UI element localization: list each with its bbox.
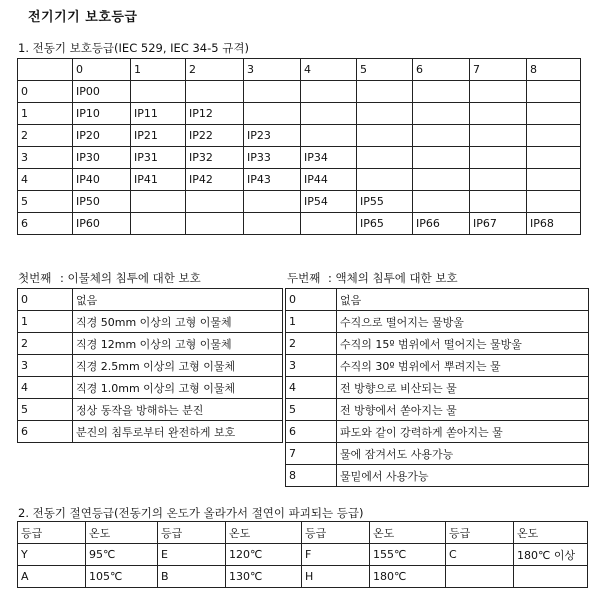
table-row bbox=[18, 191, 581, 213]
table-cell: IP31 bbox=[131, 147, 186, 169]
table-cell: IP30 bbox=[73, 147, 131, 169]
table-row bbox=[286, 311, 589, 333]
table-cell: 5 bbox=[286, 399, 337, 421]
table-row bbox=[18, 125, 581, 147]
page-title: 전기기기 보호등급 bbox=[28, 10, 138, 25]
table-cell: 0 bbox=[286, 289, 337, 311]
first-digit-caption: : 이물체의 침투에 대한 보호 bbox=[60, 271, 201, 285]
table-cell bbox=[413, 81, 470, 103]
table-cell bbox=[131, 213, 186, 235]
table-cell: IP50 bbox=[73, 191, 131, 213]
table-cell bbox=[413, 147, 470, 169]
table-cell: 수직의 15º 범위에서 떨어지는 물방울 bbox=[337, 333, 589, 355]
table-cell bbox=[470, 103, 527, 125]
table-cell bbox=[413, 191, 470, 213]
table-row bbox=[18, 311, 283, 333]
table-header-cell: 온도 bbox=[226, 522, 302, 544]
table-cell: IP41 bbox=[131, 169, 186, 191]
table-cell bbox=[470, 125, 527, 147]
table-header-cell: 등급 bbox=[446, 522, 514, 544]
table-cell bbox=[470, 169, 527, 191]
table-cell bbox=[470, 191, 527, 213]
second-digit-table bbox=[285, 288, 589, 487]
table-cell bbox=[186, 213, 244, 235]
table-header-cell: 8 bbox=[527, 59, 581, 81]
table-cell: 7 bbox=[286, 443, 337, 465]
insulation-class-table bbox=[17, 521, 588, 588]
table-cell bbox=[527, 147, 581, 169]
table-header-cell: 7 bbox=[470, 59, 527, 81]
table-cell: A bbox=[18, 566, 86, 588]
table-cell: IP68 bbox=[527, 213, 581, 235]
table-cell: 6 bbox=[18, 421, 73, 443]
table-header-cell: 4 bbox=[301, 59, 357, 81]
table-cell bbox=[244, 213, 301, 235]
table-cell bbox=[357, 103, 413, 125]
table-cell bbox=[357, 125, 413, 147]
table-cell: IP21 bbox=[131, 125, 186, 147]
table-row bbox=[286, 421, 589, 443]
table-row bbox=[18, 544, 588, 566]
table-cell bbox=[357, 169, 413, 191]
table-cell: 정상 동작을 방해하는 분진 bbox=[73, 399, 283, 421]
table-cell: 물에 잠겨서도 사용가능 bbox=[337, 443, 589, 465]
table-cell bbox=[527, 125, 581, 147]
table-cell bbox=[244, 81, 301, 103]
table-cell: 없음 bbox=[337, 289, 589, 311]
table-cell: B bbox=[158, 566, 226, 588]
table-row bbox=[18, 147, 581, 169]
table-cell: IP67 bbox=[470, 213, 527, 235]
table-cell: H bbox=[302, 566, 370, 588]
table-cell: IP33 bbox=[244, 147, 301, 169]
table-cell: 3 bbox=[18, 147, 73, 169]
table-cell bbox=[527, 103, 581, 125]
table-cell bbox=[527, 169, 581, 191]
table-cell bbox=[446, 566, 514, 588]
table-cell: IP55 bbox=[357, 191, 413, 213]
table-cell: 물밑에서 사용가능 bbox=[337, 465, 589, 487]
table-cell: IP00 bbox=[73, 81, 131, 103]
table-cell bbox=[131, 81, 186, 103]
table-cell: 분진의 침투로부터 완전하게 보호 bbox=[73, 421, 283, 443]
table-cell bbox=[301, 213, 357, 235]
table-cell: 3 bbox=[18, 355, 73, 377]
table-cell: IP54 bbox=[301, 191, 357, 213]
table-cell: 수직의 30º 범위에서 뿌려지는 물 bbox=[337, 355, 589, 377]
table-cell: 2 bbox=[18, 125, 73, 147]
table-cell: 없음 bbox=[73, 289, 283, 311]
table-cell bbox=[301, 125, 357, 147]
table-header-cell: 온도 bbox=[514, 522, 588, 544]
table-cell bbox=[413, 169, 470, 191]
table-header-row bbox=[18, 522, 588, 544]
table-cell: 95℃ bbox=[86, 544, 158, 566]
table-row bbox=[18, 355, 283, 377]
table-row bbox=[286, 465, 589, 487]
table-row bbox=[286, 289, 589, 311]
table-cell: 1 bbox=[286, 311, 337, 333]
table-cell: 130℃ bbox=[226, 566, 302, 588]
table-cell: 5 bbox=[18, 399, 73, 421]
table-cell: 파도와 같이 강력하게 쏟아지는 물 bbox=[337, 421, 589, 443]
table-header-cell: 온도 bbox=[370, 522, 446, 544]
table-cell: 수직으로 떨어지는 물방울 bbox=[337, 311, 589, 333]
table-header-cell: 1 bbox=[131, 59, 186, 81]
table-cell bbox=[357, 81, 413, 103]
table-cell: IP20 bbox=[73, 125, 131, 147]
table-cell: 0 bbox=[18, 81, 73, 103]
table-cell bbox=[413, 125, 470, 147]
table-row bbox=[286, 377, 589, 399]
table-cell: IP34 bbox=[301, 147, 357, 169]
table-cell bbox=[301, 81, 357, 103]
table-cell bbox=[357, 147, 413, 169]
table-cell: E bbox=[158, 544, 226, 566]
table-header-cell: 6 bbox=[413, 59, 470, 81]
table-cell bbox=[470, 81, 527, 103]
table-cell: IP65 bbox=[357, 213, 413, 235]
table-cell bbox=[301, 103, 357, 125]
table-header-cell: 등급 bbox=[302, 522, 370, 544]
table-cell: F bbox=[302, 544, 370, 566]
table-cell: 2 bbox=[18, 333, 73, 355]
table-header-row bbox=[18, 59, 581, 81]
ip-rating-table bbox=[17, 58, 581, 235]
table-row bbox=[18, 333, 283, 355]
table-cell: 6 bbox=[18, 213, 73, 235]
table-cell: 4 bbox=[18, 169, 73, 191]
table-cell: IP22 bbox=[186, 125, 244, 147]
table-cell bbox=[244, 191, 301, 213]
table-row bbox=[18, 169, 581, 191]
table-cell bbox=[470, 147, 527, 169]
table-cell: 2 bbox=[286, 333, 337, 355]
table-cell bbox=[514, 566, 588, 588]
second-digit-caption: : 액체의 침투에 대한 보호 bbox=[328, 271, 458, 285]
table-row bbox=[286, 399, 589, 421]
table-header-cell bbox=[18, 59, 73, 81]
table-cell: 3 bbox=[286, 355, 337, 377]
table-cell bbox=[186, 191, 244, 213]
table-header-cell: 3 bbox=[244, 59, 301, 81]
table-header-cell: 등급 bbox=[18, 522, 86, 544]
table-cell: 전 방향으로 비산되는 물 bbox=[337, 377, 589, 399]
table-cell: IP42 bbox=[186, 169, 244, 191]
table-cell: 6 bbox=[286, 421, 337, 443]
table-row bbox=[18, 289, 283, 311]
table-cell: Y bbox=[18, 544, 86, 566]
table-cell: IP32 bbox=[186, 147, 244, 169]
table-cell: IP44 bbox=[301, 169, 357, 191]
second-digit-label: 두번째 bbox=[287, 271, 321, 285]
table-cell: 전 방향에서 쏟아지는 물 bbox=[337, 399, 589, 421]
table-cell bbox=[244, 103, 301, 125]
table-header-cell: 5 bbox=[357, 59, 413, 81]
table-cell: 120℃ bbox=[226, 544, 302, 566]
section2-heading: 2. 전동기 절연등급(전동기의 온도가 올라가서 절연이 파괴되는 등급) bbox=[18, 506, 364, 520]
table-cell: IP66 bbox=[413, 213, 470, 235]
table-header-cell: 0 bbox=[73, 59, 131, 81]
table-cell bbox=[413, 103, 470, 125]
table-row bbox=[286, 355, 589, 377]
table-cell: 105℃ bbox=[86, 566, 158, 588]
table-cell: 5 bbox=[18, 191, 73, 213]
table-row bbox=[18, 566, 588, 588]
table-row bbox=[18, 81, 581, 103]
table-cell: IP40 bbox=[73, 169, 131, 191]
table-cell: C bbox=[446, 544, 514, 566]
table-header-cell: 등급 bbox=[158, 522, 226, 544]
table-row bbox=[18, 213, 581, 235]
table-cell: 직경 12mm 이상의 고형 이물체 bbox=[73, 333, 283, 355]
table-cell bbox=[131, 191, 186, 213]
section1-heading: 1. 전동기 보호등급(IEC 529, IEC 34-5 규격) bbox=[18, 41, 249, 55]
table-cell: 직경 1.0mm 이상의 고형 이물체 bbox=[73, 377, 283, 399]
first-digit-label: 첫번째 bbox=[18, 271, 52, 285]
table-cell: 0 bbox=[18, 289, 73, 311]
table-header-cell: 온도 bbox=[86, 522, 158, 544]
table-cell bbox=[527, 81, 581, 103]
table-header-cell: 2 bbox=[186, 59, 244, 81]
table-cell: 직경 50mm 이상의 고형 이물체 bbox=[73, 311, 283, 333]
table-cell: 155℃ bbox=[370, 544, 446, 566]
table-cell: 1 bbox=[18, 311, 73, 333]
table-row bbox=[286, 443, 589, 465]
table-cell bbox=[186, 81, 244, 103]
table-cell: IP23 bbox=[244, 125, 301, 147]
table-cell bbox=[527, 191, 581, 213]
table-cell: 8 bbox=[286, 465, 337, 487]
table-cell: 직경 2.5mm 이상의 고형 이물체 bbox=[73, 355, 283, 377]
table-cell: 4 bbox=[286, 377, 337, 399]
table-cell: IP11 bbox=[131, 103, 186, 125]
table-row bbox=[18, 399, 283, 421]
table-row bbox=[286, 333, 589, 355]
table-cell: 1 bbox=[18, 103, 73, 125]
table-row bbox=[18, 103, 581, 125]
table-row bbox=[18, 377, 283, 399]
table-cell: IP43 bbox=[244, 169, 301, 191]
table-cell: IP10 bbox=[73, 103, 131, 125]
table-cell: 180℃ bbox=[370, 566, 446, 588]
first-digit-table bbox=[17, 288, 283, 443]
table-cell: 4 bbox=[18, 377, 73, 399]
table-row bbox=[18, 421, 283, 443]
table-cell: IP12 bbox=[186, 103, 244, 125]
table-cell: 180℃ 이상 bbox=[514, 544, 588, 566]
table-cell: IP60 bbox=[73, 213, 131, 235]
